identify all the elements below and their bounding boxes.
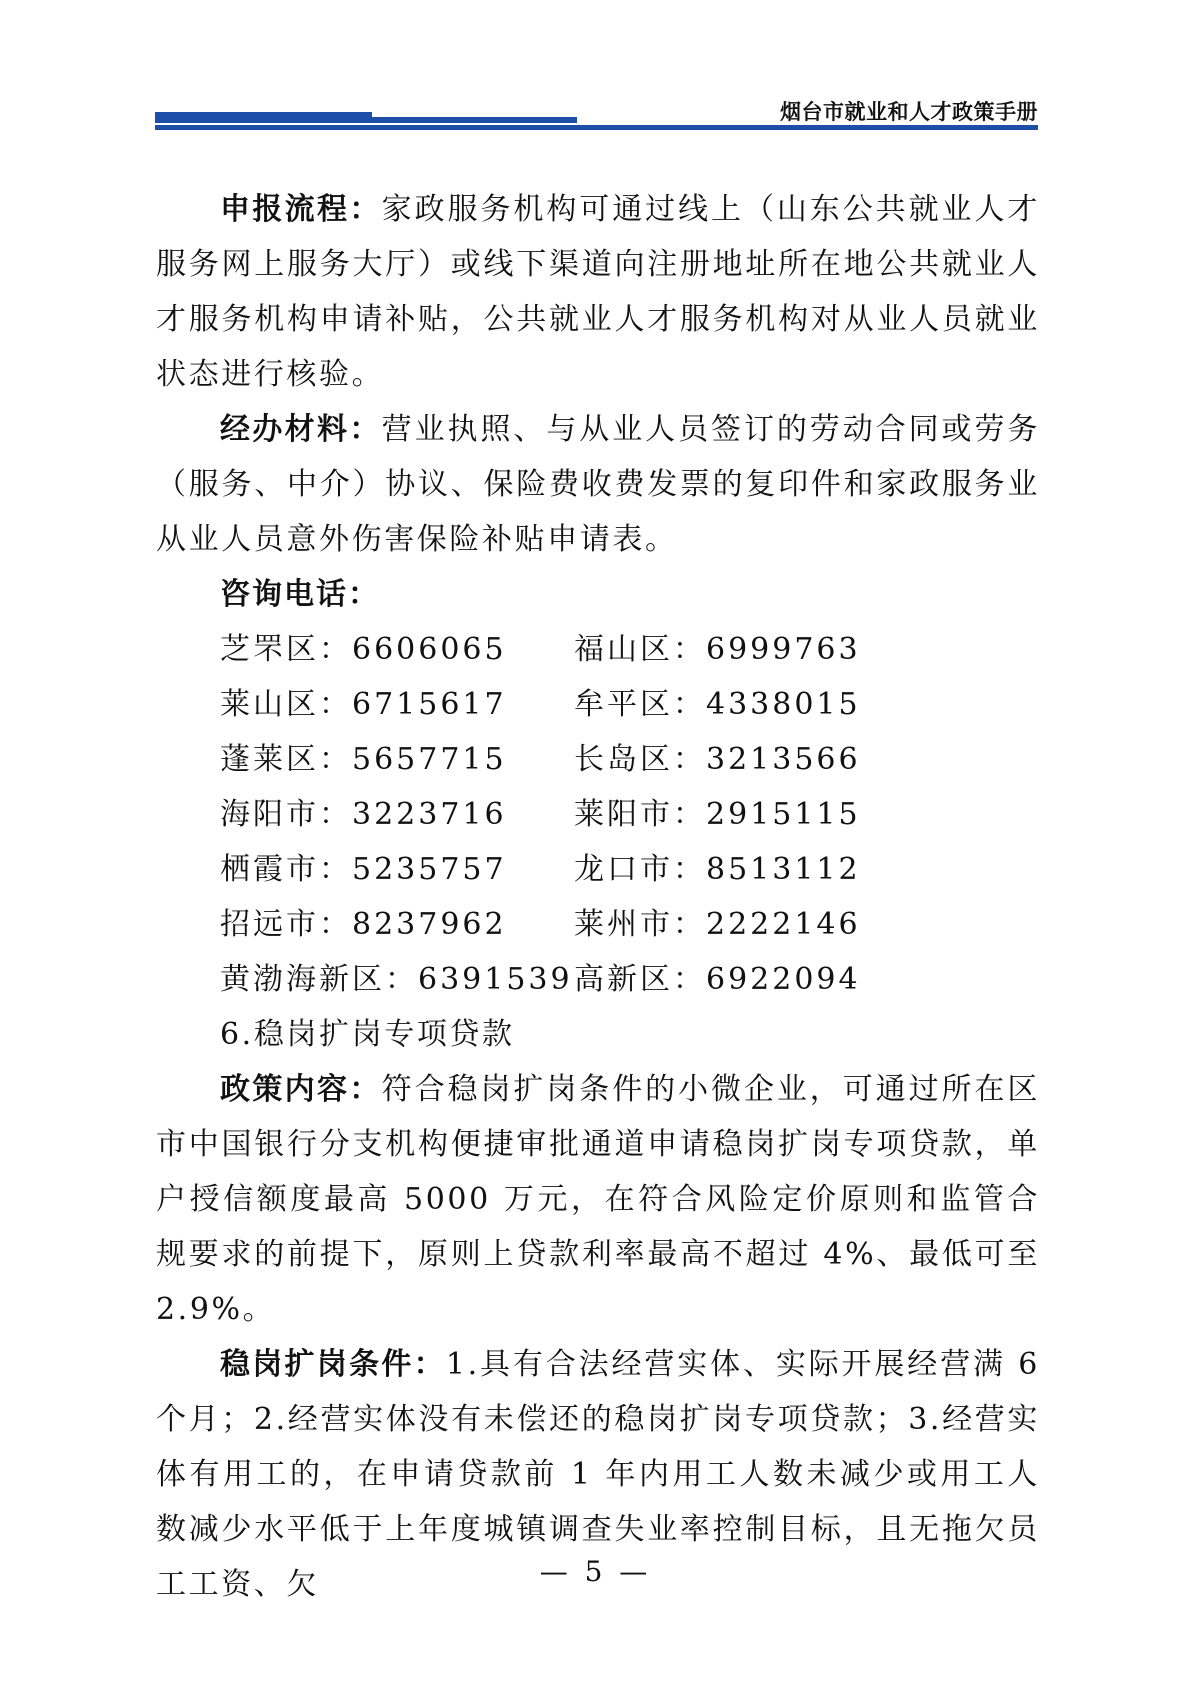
phone-row	[156, 622, 1040, 677]
phone-entry: 芝罘区：6606065	[220, 632, 507, 667]
policy-label: 政策内容：	[220, 1072, 382, 1107]
document-body	[156, 182, 1040, 1612]
phone-row	[156, 787, 1040, 842]
policy-paragraph	[156, 1062, 1040, 1337]
phone-row	[156, 732, 1040, 787]
header-accent-bar	[155, 112, 372, 123]
consult-heading	[156, 567, 1040, 622]
phone-list	[156, 622, 1040, 1007]
conditions-label: 稳岗扩岗条件：	[220, 1347, 446, 1382]
materials-label: 经办材料：	[220, 412, 382, 447]
phone-entry: 黄渤海新区：6391539	[220, 962, 573, 997]
process-label: 申报流程：	[220, 192, 382, 227]
phone-entry: 高新区：6922094	[574, 962, 861, 997]
page-number: — 5 —	[539, 1555, 652, 1588]
materials-text: 营业执照、与从业人员签订的劳动合同或劳务（服务、中介）协议、保险费收费发票的复印件和家政服务业从业人员意外伤害保险补贴申请表。	[156, 412, 1041, 557]
phone-entry: 招远市：8237962	[220, 907, 507, 942]
process-text: 家政服务机构可通过线上（山东公共就业人才服务网上服务大厅）或线下渠道向注册地址所在地公共就业人才服务机构申请补贴，公共就业人才服务机构对从业人员就业状态进行核验。	[156, 192, 1041, 392]
phone-entry: 蓬莱区：5657715	[220, 742, 507, 777]
phone-row	[156, 842, 1040, 897]
phone-entry: 莱阳市：2915115	[574, 797, 861, 832]
item6-title: 6.稳岗扩岗专项贷款	[220, 1017, 515, 1052]
phone-entry: 牟平区：4338015	[574, 687, 861, 722]
conditions-text: 1.具有合法经营实体、实际开展经营满 6 个月；2.经营实体没有未偿还的稳岗扩岗专项贷款；3.经营实体有用工的，在申请贷款前 1 年内用工人数未减少或用工人数减少水平低于上年度城镇调查失业率控制目标，且无拖欠员工工资、欠	[156, 1347, 1040, 1602]
policy-text: 符合稳岗扩岗条件的小微企业，可通过所在区市中国银行分支机构便捷审批通道申请稳岗扩岗专项贷款，单户授信额度最高 5000 万元，在符合风险定价原则和监管合规要求的前提下，原则上贷款利率最高不超过 4%、最低可至 2.9%。	[156, 1072, 1041, 1327]
phone-entry: 莱山区：6715617	[220, 687, 507, 722]
phone-entry: 福山区：6999763	[574, 632, 861, 667]
page-header	[0, 0, 1191, 140]
header-title: 烟台市就业和人才政策手册	[780, 100, 1038, 124]
phone-row	[156, 677, 1040, 732]
phone-entry: 海阳市：3223716	[220, 797, 507, 832]
materials-paragraph	[156, 402, 1040, 567]
phone-row	[156, 952, 1040, 1007]
consult-label: 咨询电话：	[220, 577, 380, 612]
phone-row	[156, 897, 1040, 952]
phone-entry: 长岛区：3213566	[574, 742, 861, 777]
phone-entry: 栖霞市：5235757	[220, 852, 507, 887]
process-paragraph	[156, 182, 1040, 402]
phone-entry: 龙口市：8513112	[574, 852, 861, 887]
phone-entry: 莱州市：2222146	[574, 907, 861, 942]
header-accent-bar-thin	[372, 117, 577, 123]
